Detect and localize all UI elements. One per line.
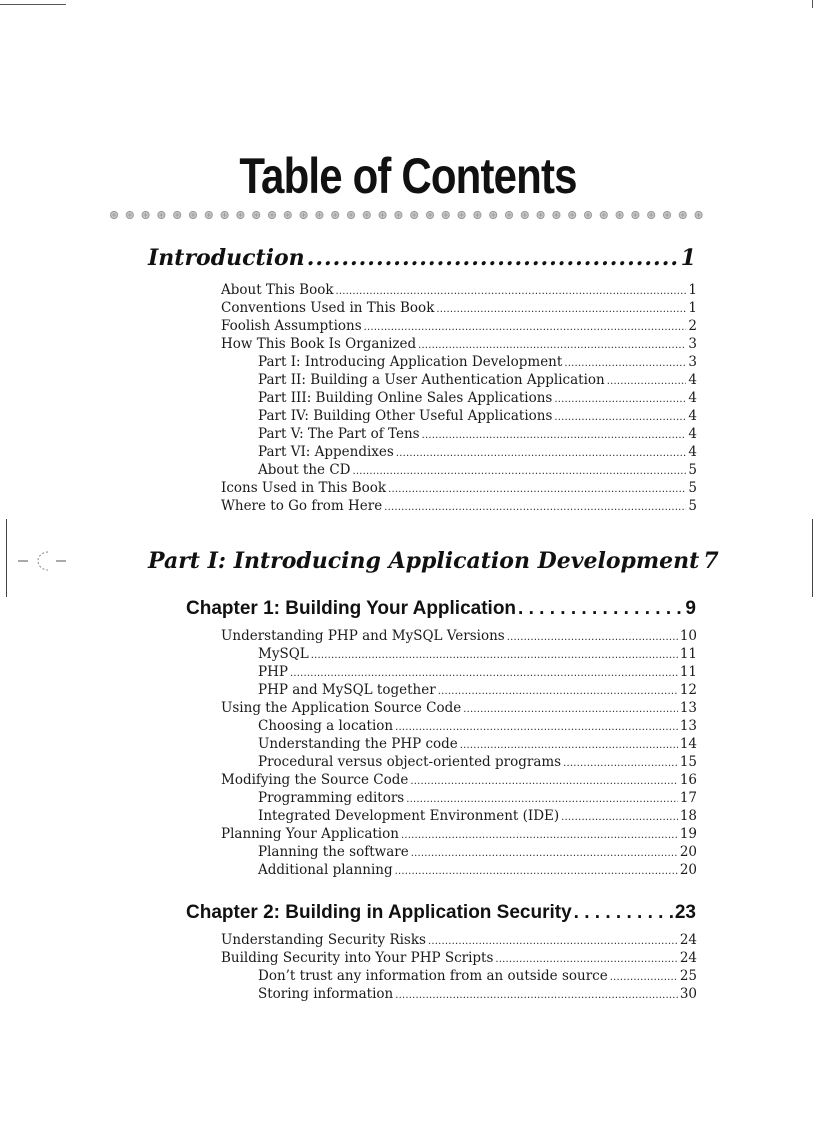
toc-entry[interactable]: Using the Application Source Code ..... 13 bbox=[221, 700, 697, 716]
toc-entry[interactable]: Foolish Assumptions ..... 2 bbox=[221, 318, 697, 334]
toc-subentry[interactable]: About the CD ..... 5 bbox=[258, 462, 697, 478]
registration-mark-icon bbox=[18, 548, 70, 574]
toc-subentry[interactable]: Part II: Building a User Authentication Application ..... 4 bbox=[258, 372, 697, 388]
decorative-bullet-row bbox=[108, 206, 708, 224]
toc-subentry[interactable]: Additional planning ..... 20 bbox=[258, 862, 697, 878]
trim-mark-right bbox=[812, 519, 813, 597]
toc-subentry[interactable]: Programming editors ..... 17 bbox=[258, 790, 697, 806]
toc-subentry[interactable]: PHP and MySQL together ..... 12 bbox=[258, 682, 697, 698]
toc-subentry[interactable]: Storing information ..... 30 bbox=[258, 986, 697, 1002]
toc-entry[interactable]: Building Security into Your PHP Scripts ..... 24 bbox=[221, 950, 697, 966]
toc-subentry[interactable]: Don’t trust any information from an outside source ..... 25 bbox=[258, 968, 697, 984]
toc-subentry[interactable]: Choosing a location ..... 13 bbox=[258, 718, 697, 734]
toc-subentry[interactable]: Part VI: Appendixes ..... 4 bbox=[258, 444, 697, 460]
toc-subentry[interactable]: PHP ..... 11 bbox=[258, 664, 697, 680]
toc-entry-chapter-2[interactable]: Chapter 2: Building in Application Security . . . 23 bbox=[186, 902, 696, 924]
toc-subentry[interactable]: MySQL ..... 11 bbox=[258, 646, 697, 662]
toc-entry[interactable]: Understanding PHP and MySQL Versions ..... 10 bbox=[221, 628, 697, 644]
toc-entry[interactable]: How This Book Is Organized ..... 3 bbox=[221, 336, 697, 352]
toc-subentry[interactable]: Integrated Development Environment (IDE) ..... 18 bbox=[258, 808, 697, 824]
toc-entry-part-1[interactable]: Part I: Introducing Application Development 7 bbox=[148, 548, 719, 574]
toc-subentry[interactable]: Procedural versus object-oriented programs ..... 15 bbox=[258, 754, 697, 770]
trim-mark-left bbox=[6, 519, 7, 597]
toc-entry-chapter-1[interactable]: Chapter 1: Building Your Application . . . 9 bbox=[186, 598, 696, 620]
toc-entry[interactable]: About This Book ..... 1 bbox=[221, 282, 697, 298]
toc-entry-part-introduction[interactable]: Introduction ..... 1 bbox=[148, 245, 696, 271]
toc-entry[interactable]: Modifying the Source Code ..... 16 bbox=[221, 772, 697, 788]
toc-subentry[interactable]: Part I: Introducing Application Development ..... 3 bbox=[258, 354, 697, 370]
toc-subentry[interactable]: Planning the software ..... 20 bbox=[258, 844, 697, 860]
toc-entry[interactable]: Conventions Used in This Book ..... 1 bbox=[221, 300, 697, 316]
toc-entry[interactable]: Where to Go from Here ..... 5 bbox=[221, 498, 697, 514]
toc-subentry[interactable]: Part IV: Building Other Useful Applications ..... 4 bbox=[258, 408, 697, 424]
toc-entry[interactable]: Icons Used in This Book ..... 5 bbox=[221, 480, 697, 496]
toc-entry[interactable]: Planning Your Application ..... 19 bbox=[221, 826, 697, 842]
toc-subentry[interactable]: Part V: The Part of Tens ..... 4 bbox=[258, 426, 697, 442]
toc-subentry[interactable]: Part III: Building Online Sales Applications ..... 4 bbox=[258, 390, 697, 406]
toc-entry[interactable]: Understanding Security Risks ..... 24 bbox=[221, 932, 697, 948]
crop-mark-top-right bbox=[812, 0, 813, 8]
toc-subentry[interactable]: Understanding the PHP code ..... 14 bbox=[258, 736, 697, 752]
page-title: Table of Contents bbox=[239, 148, 577, 204]
crop-mark-top-left bbox=[0, 4, 66, 5]
